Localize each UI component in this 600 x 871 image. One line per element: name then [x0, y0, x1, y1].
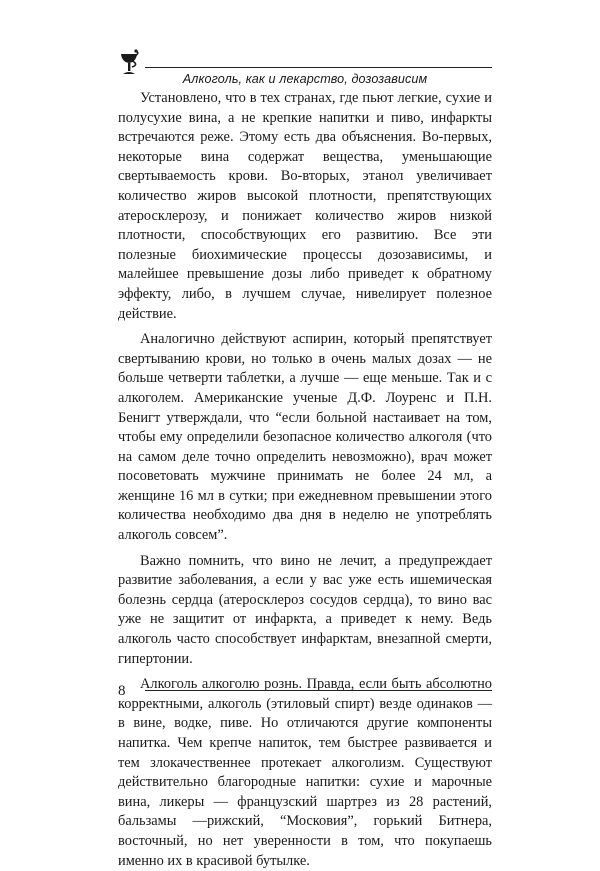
- header-rule: [145, 67, 492, 68]
- paragraph-4: Алкоголь алкоголю рознь. Правда, если быть абсолютно корректными, алкоголь (этиловый спирт) везде одинаков — в вине, водке, пиве. Но отличаются другие компоненты напитка. Чем крепче напиток, тем быстрее развивается и тем злокачественнее протекает алкоголизм. Существуют действительно благородные напитки: сухие и марочные вина, ликеры — французский шартрез из 28 растений, бальзамы —рижский, “Московия”, горький Битнера, восточный, но нет уверенности в том, что покупаешь именно их в красивой бутылке.: [118, 676, 492, 869]
- footer-rule: [145, 690, 492, 691]
- paragraph-1: Установлено, что в тех странах, где пьют легкие, сухие и полусухие вина, а не крепкие напитки и пиво, инфаркты встречаются реже. Этому есть два объяснения. Во-первых, некоторые вина содержат вещества, уменьшающие свертываемость крови. Во-вторых, этанол увеличивает количество жиров высокой плотности, препятствующих атеросклерозу, и понижает количество жиров низкой плотности, способствующих его развитию. Все эти полезные биохимические процессы дозозависимы, и малейшее превышение дозы либо приведет к обратному эффекту, либо, в лучшем случае, нивелирует полезное действие.: [118, 90, 492, 322]
- paragraph-3: Важно помнить, что вино не лечит, а предупреждает развитие заболевания, а если у вас уже есть ишемическая болезнь сердца (атеросклероз сосудов сердца), то вино вас уже не защитит от инфаркта, а приведет к нему. Ведь алкоголь часто способствует инфарктам, внезапной смерти, гипертонии.: [118, 552, 492, 667]
- body-text: [118, 89, 492, 871]
- paragraph-2: Аналогично действуют аспирин, который препятствует свертыванию крови, но только в очень малых дозах — не больше четверти таблетки, а лучше — еще меньше. Так и с алкоголем. Американские ученые Д.Ф. Лоуренс и П.Н. Бенигт утверждали, что “если больной настаивает на том, чтобы ему определили безопасное количество алкоголя (что на самом деле точно определить невозможно), врач может посоветовать мужчине принимать не более 24 мл, а женщине 16 мл в сутки; при ежедневном превышении этого количества необходимо два дня в неделю не употреблять алкоголь совсем”.: [118, 331, 492, 544]
- page-number: 8: [118, 683, 126, 699]
- section-title: Алкоголь, как и лекарство, дозозависим: [182, 72, 428, 86]
